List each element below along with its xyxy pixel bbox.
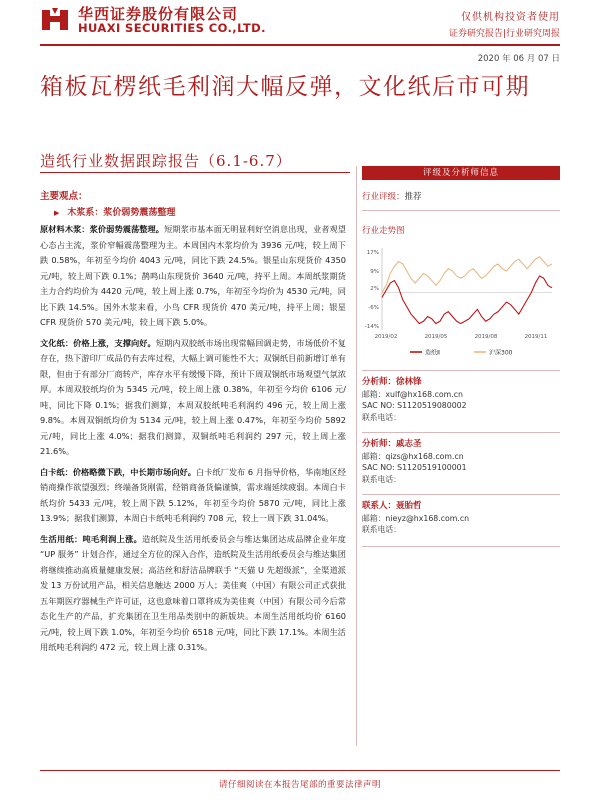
rating-divider xyxy=(362,210,560,211)
legend-label-paper: 造纸Ⅱ xyxy=(425,349,440,357)
series-line-paper xyxy=(382,276,552,324)
analyst-divider xyxy=(362,546,560,547)
sidebar-title: 评级及分析师信息 xyxy=(422,168,499,178)
analyst-1-sac: SAC NO: S1120519080002 xyxy=(362,401,467,410)
company-name-cn: 华西证券股份有限公司 xyxy=(78,5,239,23)
bullet-woodpulp: ▶ 木浆系：浆价弱势震荡整理 xyxy=(54,208,176,218)
y-tick-label: -14% xyxy=(364,324,379,330)
report-date: 2020 年 06 月 07 日 xyxy=(477,54,560,64)
x-tick-label: 2019/08 xyxy=(474,334,498,340)
report-body xyxy=(40,190,346,658)
company-name-en: HUAXI SECURITIES CO.,LTD. xyxy=(78,21,266,35)
x-tick-label: 2019/05 xyxy=(424,334,448,340)
main-points-heading: 主要观点： xyxy=(40,191,88,202)
report-subtitle: 造纸行业数据跟踪报告（6.1-6.7） xyxy=(40,152,292,170)
report-title: 箱板瓦楞纸毛利润大幅反弹，文化纸后市可期 xyxy=(40,74,530,100)
trend-chart-label: 行业走势图 xyxy=(362,226,405,236)
analyst-2-sac: SAC NO: S1120519100001 xyxy=(362,463,467,472)
section-woodpulp: 原材料木浆：浆价弱势震荡整理。短期浆市基本面无明显利好空消息出现，业者观望心态占主流，浆价窄幅震荡整理为主。本周国内木浆均价为 3936 元/吨，较上周下跌 0.58%，年初至今均价 4043 元/吨，同比下跌 24.5%。银星山东现货价 4350 元/吨，较上周下跌 0.1%；鹊鸣山东现货价 3640 元/吨，持平上周。本周纸浆期货主力合约均价为 4420 元/吨，较上周上涨 0.7%，年初至今均价为 4530 元/吨，同比下跌 14.5%。国外木浆来看，小鸟 CFR 现货价 470 美元/吨，持平上周；银星 CFR 现货价 570 美元/吨，较上周下跌 5.0%。 xyxy=(40,224,346,327)
analyst-divider xyxy=(362,432,560,433)
analyst-card-1: 分析师：徐林锋 邮箱：xulf@hx168.com.cn SAC NO: S1120519080002 联系电话： xyxy=(362,376,560,423)
contact-card: 联系人：聂胎哲 邮箱：nieyz@hx168.com.cn 联系电话： xyxy=(362,500,560,536)
series-line-csi300 xyxy=(382,257,552,293)
analyst-2-phone: 联系电话： xyxy=(362,474,401,484)
industry-trend-chart xyxy=(362,244,560,362)
x-tick-label: 2019/02 xyxy=(374,334,398,340)
legend-label-csi300: 沪深300 xyxy=(489,349,513,357)
triangle-bullet-icon: ▶ xyxy=(54,209,60,217)
footer-divider xyxy=(40,770,560,771)
analyst-divider xyxy=(362,494,560,495)
legal-notice-footer: 请仔细阅读在本报告尾部的重要法律声明 xyxy=(218,780,381,790)
section-household-paper: 生活用纸：吨毛利润上涨。造纸院及生活用纸委员会与维达集团达成品牌企业年度 “UP 服务” 计划合作，通过全方位的深入合作，造纸院及生活用纸委员会与维达集团将继续推动高质量健康发展；高洁丝和舒洁品牌联手 “天猫 U 先超级派”，全渠道派发 13 万份试用产品，相关信息触达 2000 万人；美佳爽（中国）有限公司正式获批五年期医疗器械生产许可证，这也意味着口罩将成为美佳爽（中国）有限公司今后常态化生产的产品，扩充集团在卫生用品类别中的新版块。本周生活用纸均价 6160 元/吨，较上周下跌 1.0%，年初至今均价 6518 元/吨，同比下跌 17.1%。本周生活用纸吨毛利润约 472 元，较上周上涨 0.31%。 xyxy=(40,533,346,652)
huaxi-logo-icon xyxy=(40,6,70,32)
y-tick-label: 17% xyxy=(366,250,379,256)
analyst-divider xyxy=(362,370,560,371)
subtitle-divider xyxy=(40,172,350,173)
analyst-2-email[interactable]: 邮箱：qizs@hx168.com.cn xyxy=(362,451,464,461)
header-divider xyxy=(40,44,560,46)
y-tick-label: 2% xyxy=(370,285,379,292)
contact-email[interactable]: 邮箱：nieyz@hx168.com.cn xyxy=(362,513,470,523)
section-white-card: 白卡纸：价格略微下跌，中长期市场向好。白卡纸厂发布 6 月指导价格，华南地区经销商操作欲望强烈；终端备货刚需，经销商备货偏谨慎，需求端延续疲弱。本周白卡纸均价 5433 元/吨，较上周下跌 5.12%，年初至今均价 5870 元/吨，同比上涨 13.9%；据我们测算，本周白卡纸吨毛利润约 708 元，较上一周下跌 31.04%。 xyxy=(40,466,346,523)
audience-tagline: 仅供机构投资者使用 xyxy=(461,12,560,23)
analyst-1-email[interactable]: 邮箱：xulf@hx168.com.cn xyxy=(362,389,463,399)
y-tick-label: -6% xyxy=(368,304,379,311)
x-tick-label: 2019/11 xyxy=(524,334,548,340)
report-breadcrumb: 证券研究报告|行业研究周报 xyxy=(448,29,560,39)
y-tick-label: 9% xyxy=(370,269,379,276)
section-culture-paper: 文化纸：价格上涨，支撑向好。短期内双胶纸市场出现常幅回调走势，市场低价不复存在，热下游印厂成品仍有去库过程，大幅上调可能性不大；双铜纸目前新增订单有限，但由于有部分厂商转产，库存水平有缓慢下降，预计下周双铜纸市场观望气氛浓厚。本周双胶纸均价为 5345 元/吨，较上周上涨 0.38%，年初至今均价 6106 元/吨，同比下降 0.1%；据我们测算，本周双胶纸吨毛利润约 496 元，较上周上涨 9.8%。本周双铜纸均价为 5134 元/吨，较上周上涨 0.47%，年初至今均价 5892 元/吨，同比上涨 4.0%；据我们测算，双铜纸吨毛利润约 297 元，较上周上涨 21.6%。 xyxy=(40,337,346,456)
industry-rating: 行业评级：推荐 xyxy=(362,192,422,202)
analyst-1-phone: 联系电话： xyxy=(362,412,401,422)
analyst-card-2: 分析师：戚志圣 邮箱：qizs@hx168.com.cn SAC NO: S1120519100001 联系电话： xyxy=(362,438,560,485)
contact-phone: 联系电话： xyxy=(362,525,401,534)
sidebar-border xyxy=(356,166,357,746)
